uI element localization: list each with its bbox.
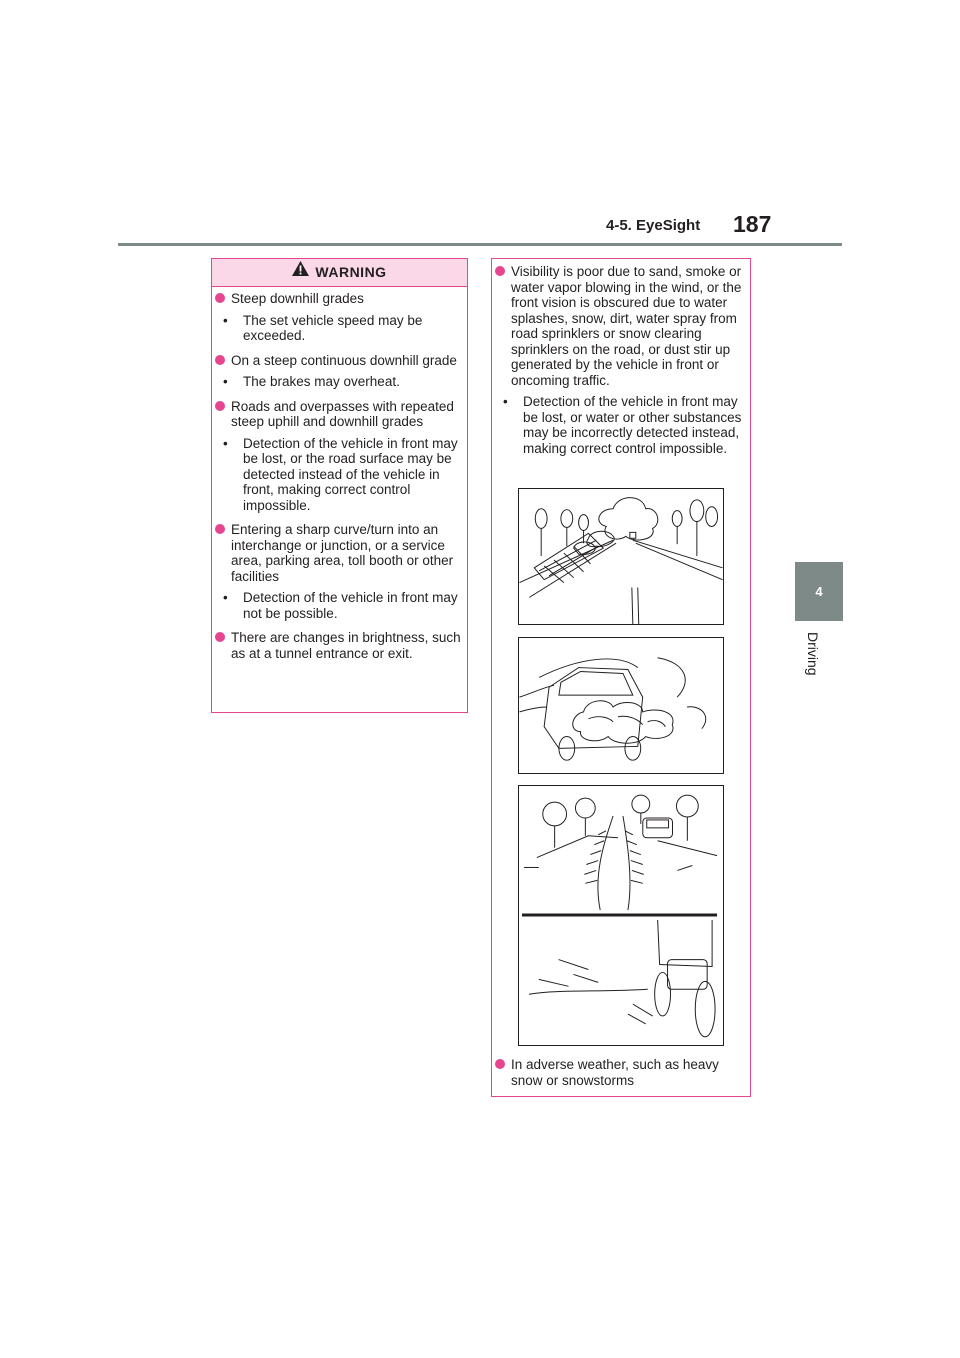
illustration-dust-road [518, 488, 724, 625]
warning-item-text: On a steep continuous downhill grade [231, 352, 457, 368]
warning-subitem-text: Detection of the vehicle in front may be lost, or water or other substances may be incorrectly detected instead, making correct control impossible. [523, 394, 742, 456]
warning-title: WARNING [315, 264, 387, 280]
warning-subitem: • The brakes may overheat. [223, 374, 400, 389]
warning-item [214, 522, 464, 584]
warning-item-text: Visibility is poor due to sand, smoke or water vapor blowing in the wind, or the front vision is obscured due to water splashes, snow, dirt, water spray from road sprinklers or snow clearing sprinklers on the road, or dust stir up generated by the vehicle in front or oncoming traffic. [511, 264, 742, 388]
warning-subitem-text: Detection of the vehicle in front may not be possible. [243, 590, 458, 621]
chapter-tab: 4 [795, 562, 843, 621]
bullet-icon [215, 401, 225, 411]
chapter-title: Driving [805, 632, 821, 676]
right-list-bottom [494, 1057, 746, 1097]
bullet-icon [215, 293, 225, 303]
warning-subitem: • The set vehicle speed may be exceeded. [223, 312, 423, 343]
bullet-icon [495, 1059, 505, 1069]
warning-triangle-icon [292, 258, 309, 285]
illustration-water-spray [518, 785, 724, 1046]
warning-subitem: • Detection of the vehicle in front may be lost, or the road surface may be detected instead of the vehicle in front, making correct control impossible. [223, 435, 458, 513]
warning-header [212, 259, 467, 287]
warning-subitem: • Detection of the vehicle in front may be lost, or water or other substances may be incorrectly detected instead, making correct control impossible. [503, 394, 742, 456]
bullet-icon [215, 355, 225, 365]
warning-item [494, 1057, 746, 1088]
warning-item [214, 291, 464, 307]
warning-subitem-text: The set vehicle speed may be exceeded. [243, 312, 423, 343]
header-divider [118, 243, 842, 246]
warning-item [214, 353, 464, 369]
bullet-icon [215, 524, 225, 534]
warning-subitem-text: The brakes may overheat. [243, 374, 400, 389]
warning-item-text: Roads and overpasses with repeated steep uphill and downhill grades [231, 398, 454, 429]
section-title: 4-5. EyeSight [606, 217, 701, 234]
bullet-icon [215, 632, 225, 642]
illustration-vehicle-exhaust [518, 637, 724, 774]
page-number: 187 [733, 211, 772, 237]
bullet-icon [495, 266, 505, 276]
warning-item [214, 630, 464, 661]
right-list-top [494, 264, 746, 465]
warning-item-text: Entering a sharp curve/turn into an interchange or junction, or a service area, parking area, toll booth or other facilities [231, 522, 454, 584]
warning-item-text: In adverse weather, such as heavy snow or snowstorms [511, 1057, 719, 1088]
chapter-label [805, 632, 825, 692]
warning-item [214, 399, 464, 430]
warning-item-text: There are changes in brightness, such as at a tunnel entrance or exit. [231, 630, 461, 661]
warning-item-text: Steep downhill grades [231, 291, 364, 306]
warning-subitem-text: Detection of the vehicle in front may be lost, or the road surface may be detected instead of the vehicle in front, making correct control impossible. [243, 435, 458, 513]
warning-subitem: • Detection of the vehicle in front may not be possible. [223, 590, 458, 621]
warning-item [494, 264, 746, 388]
warning-list [214, 291, 464, 670]
